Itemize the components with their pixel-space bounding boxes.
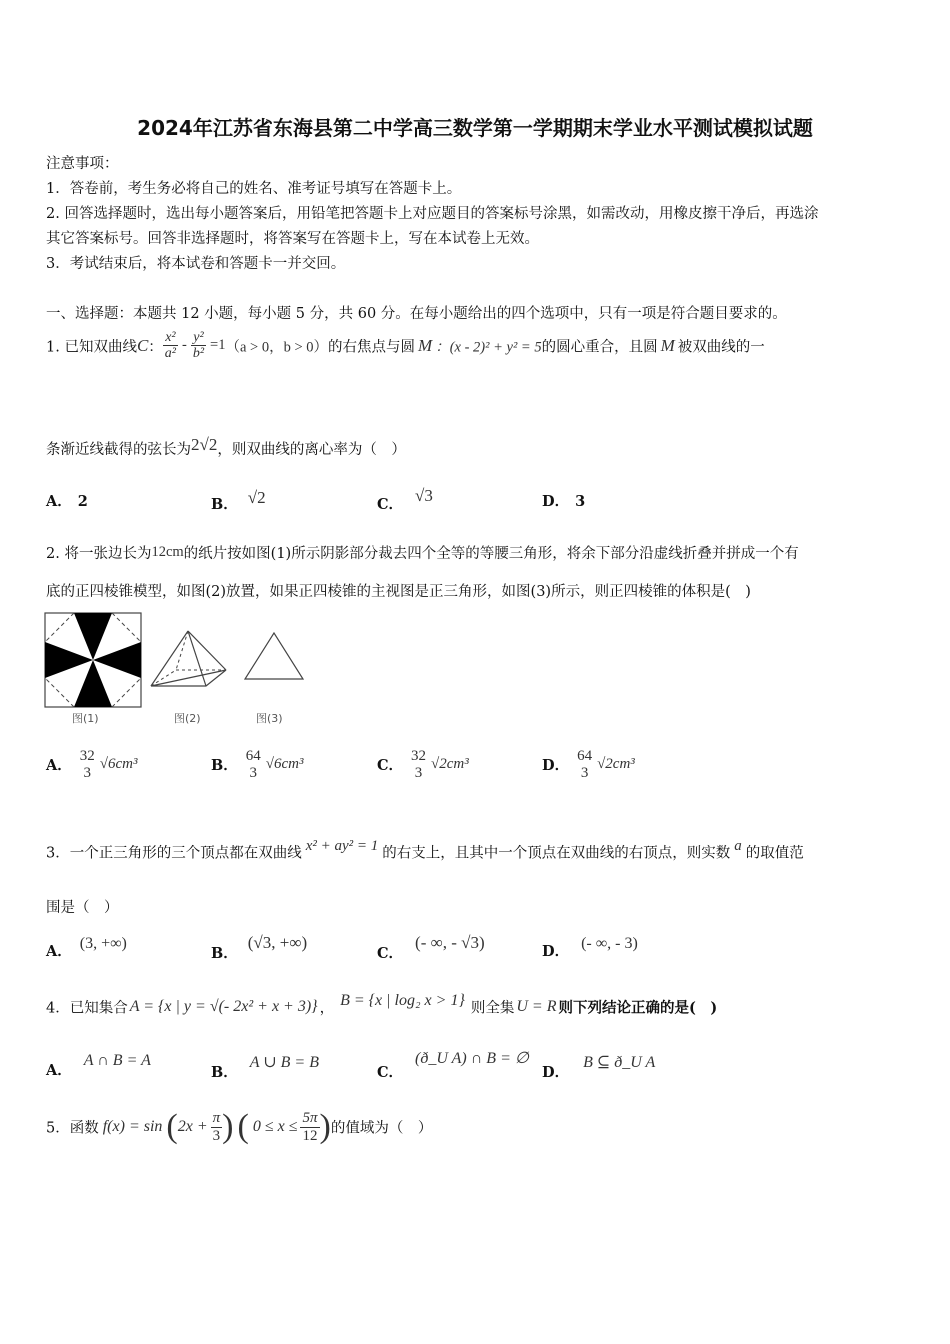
q1-frac-y-num: y²: [191, 330, 206, 346]
q1-mid1: 的右焦点与圆: [328, 339, 416, 356]
q2-option-d-den: 3: [580, 764, 589, 781]
q2-option-b-frac: [244, 748, 263, 781]
section-heading: 一、选择题：本题共 12 小题，每小题 5 分，共 60 分。在每小题给出的四个选项中，只有一项是符合题目要求的。: [46, 306, 787, 322]
q2-option-d-frac: [575, 748, 594, 781]
figure-1-caption: 图(1): [72, 712, 99, 725]
q1-prefix: 1. 已知双曲线: [46, 339, 137, 356]
page-title: 2024年江苏省东海县第二中学高三数学第一学期期末学业水平测试模拟试题: [137, 116, 813, 140]
q1-option-a-value: 2: [77, 493, 88, 510]
q1-option-d-label: D．: [542, 493, 570, 510]
q4-set-b: B = {x | log₂ x > 1}: [340, 992, 465, 1009]
q4-option-d[interactable]: [542, 1052, 655, 1082]
q5-frac-pi3: [211, 1110, 223, 1144]
notice-item-1: 1．答卷前，考生务必将自己的姓名、准考证号填写在答题卡上。: [46, 181, 462, 197]
question-3-line-2: 围是（ ）: [46, 900, 119, 916]
figure-2-caption: 图(2): [174, 712, 201, 725]
q4-option-b-label: B．: [211, 1064, 238, 1081]
notice-item-2a: 2. 回答选择题时，选出每小题答案后，用铅笔把答题卡上对应题目的答案标号涂黑，如需改动，用橡皮擦干净后，再选涂: [46, 206, 819, 222]
q4-mid: 则全集: [470, 1000, 515, 1017]
q3-line1b: 的右支上，且其中一个顶点在双曲线的右顶点，则实数: [382, 845, 731, 862]
q2-line1b: 的纸片按如图(1)所示阴影部分裁去四个全等的等腰三角形，将余下部分沿虚线折叠并拼成一个有: [183, 546, 799, 562]
q2-option-a-den: 3: [83, 764, 92, 781]
q1-colon: ：: [148, 339, 163, 356]
q2-option-b[interactable]: [211, 748, 304, 781]
q1-line2a: 条渐近线截得的弦长为: [46, 442, 191, 458]
q5-paren-close-1: ): [222, 1108, 234, 1145]
q5-prefix: 5．函数: [46, 1120, 99, 1137]
q5-frac-5pi12: [300, 1110, 319, 1144]
figure-3-triangle: [242, 630, 306, 682]
q1-minus: -: [182, 337, 187, 354]
q4-universe: U = R: [516, 998, 557, 1015]
q3-option-a-value: (3, +∞): [79, 935, 127, 952]
q2-option-c[interactable]: [377, 748, 469, 781]
question-1-line-1: [46, 330, 765, 374]
question-5-line: [46, 1108, 432, 1158]
q2-option-d-label: D．: [542, 757, 570, 774]
q2-option-d[interactable]: [542, 748, 635, 781]
q2-line1a: 2. 将一张边长为: [46, 546, 152, 562]
q2-option-c-rest: √2cm³: [431, 756, 469, 772]
q1-cond: （a > 0，b > 0）: [225, 339, 329, 356]
q2-option-b-label: B．: [211, 757, 238, 774]
q2-option-b-rest: √6cm³: [265, 756, 304, 772]
question-3-line-1: [46, 838, 804, 863]
q1-m2: M: [660, 335, 675, 355]
q4-option-a-value: A ∩ B = A: [83, 1052, 151, 1069]
q1-option-b-label: B．: [211, 496, 238, 513]
q1-line2b: ，则双曲线的离心率为（ ）: [217, 442, 406, 458]
q4-set-a: A = {x | y = √(- 2x² + x + 3)}: [129, 998, 318, 1015]
q1-option-a[interactable]: [46, 490, 88, 511]
q5-fx: f(x) = sin: [102, 1118, 163, 1135]
q1-option-a-label: A．: [46, 493, 72, 510]
q5-cond: 0 ≤ x ≤: [252, 1118, 298, 1135]
q2-option-c-label: C．: [377, 757, 404, 774]
q3-a: a: [734, 838, 742, 854]
q1-chord: 2√2: [191, 435, 218, 454]
q3-option-c-label: C．: [377, 945, 404, 962]
q2-option-a-num: 32: [79, 748, 95, 764]
q3-option-c[interactable]: [377, 933, 485, 963]
figure-1-square: [44, 612, 142, 708]
q3-line1a: 3．一个正三角形的三个顶点都在双曲线: [46, 845, 302, 862]
q5-paren-open-1: (: [166, 1108, 178, 1145]
q4-option-d-label: D．: [542, 1064, 570, 1081]
q1-eq: =1: [210, 337, 226, 354]
question-2-line-1: [46, 542, 799, 563]
q5-frac-pi3-den: 3: [212, 1127, 221, 1144]
q2-option-d-num: 64: [577, 748, 593, 764]
q5-tail: 的值域为（ ）: [330, 1120, 433, 1137]
q1-frac-x: [163, 330, 178, 362]
q1-option-c-label: C．: [377, 496, 404, 513]
q2-option-a-label: A．: [46, 757, 72, 774]
q2-option-b-num: 64: [245, 748, 261, 764]
q1-option-d-value: 3: [575, 493, 586, 510]
q4-option-c[interactable]: [377, 1048, 529, 1082]
q3-option-b-value: (√3, +∞): [247, 933, 308, 952]
q3-eq: x² + ay² = 1: [305, 838, 379, 854]
q5-frac-pi3-num: π: [212, 1110, 221, 1126]
q1-option-d[interactable]: [542, 490, 585, 511]
notice-item-3: 3．考试结束后，将本试卷和答题卡一并交回。: [46, 256, 346, 272]
q3-option-a-label: A．: [46, 943, 72, 960]
q1-option-b-value: √2: [247, 488, 266, 507]
q1-m: M: [418, 335, 433, 355]
q1-mid2: 的圆心重合，且圆: [541, 339, 658, 356]
question-1-line-2: [46, 435, 406, 459]
q2-option-d-rest: √2cm³: [597, 756, 635, 772]
question-4-line: [46, 992, 717, 1018]
q3-option-b-label: B．: [211, 945, 238, 962]
q3-option-a[interactable]: [46, 935, 127, 961]
q3-option-c-value: (- ∞, - √3): [415, 933, 485, 952]
notice-item-2b: 其它答案标号。回答非选择题时，将答案写在答题卡上，写在本试卷上无效。: [46, 231, 539, 247]
q4-option-c-value: (ð_U A) ∩ B = ∅: [415, 1050, 529, 1067]
q1-c: C: [136, 335, 149, 355]
q3-option-d[interactable]: [542, 935, 638, 961]
q4-option-d-value: B ⊆ ð_U A: [583, 1054, 656, 1071]
q4-option-b[interactable]: [211, 1052, 319, 1082]
q4-prefix: 4．已知集合: [46, 1000, 128, 1017]
q4-tail: 则下列结论正确的是( ): [558, 999, 718, 1017]
q1-option-b[interactable]: [211, 488, 266, 514]
notice-heading: 注意事项：: [46, 156, 119, 172]
figure-2-pyramid: [148, 628, 230, 690]
q5-paren-open-2: (: [237, 1108, 249, 1145]
q2-option-c-den: 3: [414, 764, 423, 781]
q5-paren1: 2x +: [177, 1118, 208, 1135]
q4-option-a-label: A．: [46, 1062, 72, 1079]
question-2-line-2: 底的正四棱锥模型，如图(2)放置，如果正四棱锥的主视图是正三角形，如图(3)所示，则正四棱锥的体积是( ): [46, 584, 751, 600]
q5-paren-close-2: ): [319, 1108, 331, 1145]
q4-option-b-value: A ∪ B = B: [249, 1054, 319, 1071]
q4-option-c-label: C．: [377, 1064, 404, 1081]
q2-option-b-den: 3: [249, 764, 258, 781]
q2-option-c-frac: [409, 748, 428, 781]
q4-option-a[interactable]: [46, 1052, 151, 1080]
q1-tail: 被双曲线的一: [677, 339, 765, 356]
q3-option-b[interactable]: [211, 933, 307, 963]
q1-circle: ：(x - 2)² + y² = 5: [435, 339, 542, 356]
q1-frac-y-den: b²: [192, 346, 205, 362]
q1-option-c[interactable]: [377, 486, 433, 514]
q5-frac-5pi12-den: 12: [302, 1127, 318, 1144]
q2-option-c-num: 32: [411, 748, 427, 764]
q1-frac-x-den: a²: [164, 346, 176, 362]
q3-line1c: 的取值范: [745, 845, 804, 862]
q3-option-d-value: (- ∞, - 3): [581, 935, 638, 952]
q2-side: 12cm: [151, 544, 184, 560]
q2-option-a[interactable]: [46, 748, 138, 781]
q1-option-c-value: √3: [415, 486, 433, 505]
q2-option-a-frac: [78, 748, 97, 781]
q4-comma: ，: [319, 1000, 335, 1017]
q3-option-d-label: D．: [542, 943, 570, 960]
q1-frac-y: [191, 330, 206, 362]
q5-frac-5pi12-num: 5π: [302, 1110, 318, 1126]
q2-option-a-rest: √6cm³: [99, 756, 138, 772]
q1-frac-x-num: x²: [163, 330, 178, 346]
figure-3-caption: 图(3): [256, 712, 283, 725]
